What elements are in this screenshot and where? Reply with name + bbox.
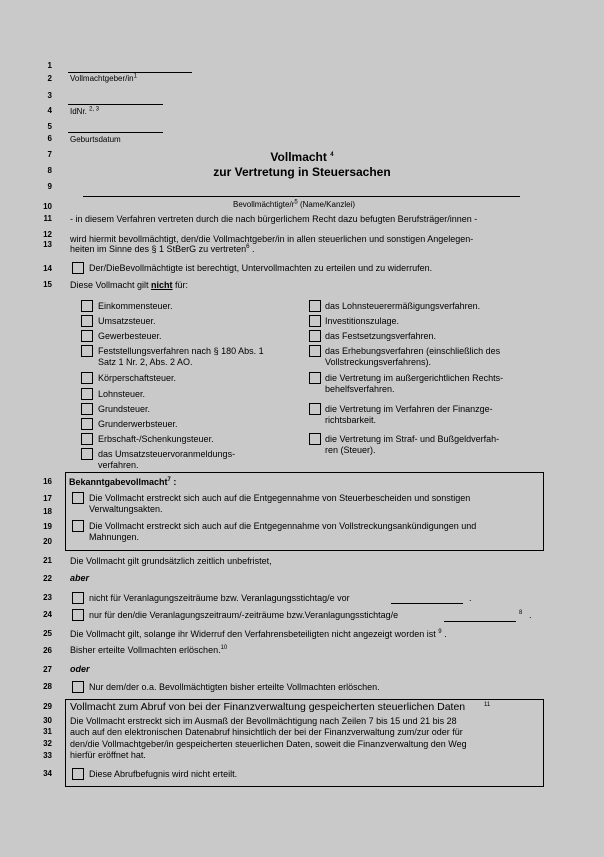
line-number: 26	[43, 646, 52, 655]
previous-expire-text: Bisher erteilte Vollmachten erlöschen.$^{10}$	[70, 645, 228, 655]
exclusion-checkbox[interactable]	[81, 403, 93, 415]
taxid-line	[68, 104, 163, 105]
line-number: 18	[43, 507, 52, 516]
notice-option-checkbox[interactable]	[72, 520, 84, 532]
line-number: 1	[47, 61, 52, 70]
exclusion-checkbox[interactable]	[309, 330, 321, 342]
authorization-text-2: heiten im Sinne des § 1 StBerG zu vertreten$^6$ .	[70, 244, 255, 254]
line-number: 16	[43, 477, 52, 486]
exclusion-checkbox[interactable]	[81, 345, 93, 357]
line-number: 28	[43, 682, 52, 691]
data-retrieval-title: Vollmacht zum Abruf von bei der Finanzverwaltung gespeicherten steuerlichen Daten	[70, 701, 466, 713]
exclusion-label: Satz 1 Nr. 2, Abs. 2 AO.	[98, 357, 193, 367]
exclusion-label: behelfsverfahren.	[325, 384, 395, 394]
line-number: 23	[43, 593, 52, 602]
line-number: 17	[43, 494, 52, 503]
exclusion-checkbox[interactable]	[81, 433, 93, 445]
data-retrieval-title-sup: 11	[484, 702, 491, 708]
line-number: 24	[43, 610, 52, 619]
notice-option-text: Die Vollmacht erstreckt sich auch auf die Entgegennahme von Vollstreckungsankündigungen und	[89, 521, 477, 531]
line-number: 19	[43, 522, 52, 531]
authorization-text-1: wird hiermit bevollmächtigt, den/die Vollmachtgeber/in in allen steuerlichen und sonstigen Angelegen-	[70, 234, 474, 244]
line-number: 30	[43, 716, 52, 725]
exclusion-label: die Vertretung im außergerichtlichen Rechts-	[325, 373, 504, 383]
period-exclusion-end: .	[469, 593, 472, 603]
exclusion-label: ren (Steuer).	[325, 445, 376, 455]
line-number: 6	[47, 134, 52, 143]
line-number: 20	[43, 537, 52, 546]
period-only-text: nur für den/die Veranlagungszeitraum/-zeiträume bzw.Veranlagungsstichtag/e	[89, 610, 399, 620]
taxid-label: IdNr. $^{2, 3}$	[70, 106, 100, 116]
validity-but: aber	[70, 573, 90, 583]
exclusion-label: Investitionszulage.	[325, 316, 400, 326]
period-exclusion-text: nicht für Veranlagungszeiträume bzw. Veranlagungsstichtag/e vor	[89, 593, 350, 603]
period-only-input[interactable]	[444, 621, 516, 622]
exclusion-checkbox[interactable]	[309, 433, 321, 445]
exclusion-label: das Umsatzsteuervoranmeldungs-	[98, 449, 236, 459]
retrieval-exclusion-text: Diese Abrufbefugnis wird nicht erteilt.	[89, 769, 238, 779]
line-number: 7	[47, 150, 52, 159]
line-number: 3	[47, 91, 52, 100]
data-retrieval-text: hierfür eröffnet hat.	[70, 750, 146, 760]
line-number: 25	[43, 629, 52, 638]
line-number: 11	[43, 214, 52, 223]
exclusion-label: Grundsteuer.	[98, 404, 151, 414]
exclusion-label: Vollstreckungsverfahrens).	[325, 357, 432, 367]
exclusion-checkbox[interactable]	[309, 403, 321, 415]
exclusion-checkbox[interactable]	[81, 315, 93, 327]
period-only-end: .	[529, 610, 532, 620]
exclusion-checkbox[interactable]	[309, 372, 321, 384]
exclusion-checkbox[interactable]	[81, 330, 93, 342]
period-only-sup: 8	[519, 610, 523, 616]
data-retrieval-text: Die Vollmacht erstreckt sich im Ausmaß der Bevollmächtigung nach Zeilen 7 bis 15 und 21 bis 28	[70, 716, 457, 726]
line-number: 21	[43, 556, 52, 565]
line-number: 13	[43, 240, 52, 249]
line-number: 29	[43, 702, 52, 711]
exclusion-label: Feststellungsverfahren nach § 180 Abs. 1	[98, 346, 264, 356]
exclusion-label: richtsbarkeit.	[325, 415, 377, 425]
line-number: 32	[43, 739, 52, 748]
retrieval-exclusion-checkbox[interactable]	[72, 768, 84, 780]
period-only-checkbox[interactable]	[72, 609, 84, 621]
exclusion-label: Lohnsteuer.	[98, 389, 146, 399]
notice-authority-title: Bekanntgabevollmacht$^7$ :	[69, 477, 177, 487]
exclusion-checkbox[interactable]	[81, 372, 93, 384]
subauthorization-checkbox[interactable]	[72, 262, 84, 274]
exclusion-label: Erbschaft-/Schenkungsteuer.	[98, 434, 214, 444]
notice-option-text: Verwaltungsakten.	[89, 504, 163, 514]
exclusion-label: das Festsetzungsverfahren.	[325, 331, 437, 341]
exclusion-label: Grunderwerbsteuer.	[98, 419, 178, 429]
notice-option-checkbox[interactable]	[72, 492, 84, 504]
exclusion-checkbox[interactable]	[81, 418, 93, 430]
line-number: 12	[43, 230, 52, 239]
exclusion-label: Gewerbesteuer.	[98, 331, 162, 341]
line-number: 9	[47, 182, 52, 191]
line-number: 14	[43, 264, 52, 273]
agent-line	[83, 196, 520, 197]
exclusion-checkbox[interactable]	[81, 448, 93, 460]
data-retrieval-text: den/die Vollmachtgeber/in gespeicherten steuerlichen Daten, soweit die Finanzverwaltung den Weg	[70, 739, 467, 749]
line-number: 22	[43, 574, 52, 583]
revocation-text: Die Vollmacht gilt, solange ihr Widerruf den Verfahrensbeteiligten nicht angezeigt worden ist $^9$ .	[70, 629, 447, 639]
exclusion-label: das Erhebungsverfahren (einschließlich des	[325, 346, 501, 356]
exclusion-label: die Vertretung im Verfahren der Finanzge-	[325, 404, 493, 414]
principal-label: Vollmachtgeber/$in^1$	[70, 73, 137, 83]
line-number: 5	[47, 122, 52, 131]
document-title: Vollmacht $^4$	[270, 150, 334, 164]
previous-agent-checkbox[interactable]	[72, 681, 84, 693]
line-number: 34	[43, 769, 52, 778]
exclusions-heading: Diese Vollmacht gilt nicht für:	[70, 280, 189, 290]
exclusion-checkbox[interactable]	[309, 315, 321, 327]
exclusion-label: die Vertretung im Straf- und Bußgeldverfah-	[325, 434, 500, 444]
line-number: 31	[43, 727, 52, 736]
exclusion-label: Körperschaftsteuer.	[98, 373, 177, 383]
line-number: 10	[43, 202, 52, 211]
exclusion-label: Einkommensteuer.	[98, 301, 173, 311]
exclusion-label: verfahren.	[98, 460, 139, 470]
exclusion-checkbox[interactable]	[309, 345, 321, 357]
previous-agent-text: Nur dem/der o.a. Bevollmächtigten bisher erteilte Vollmachten erlöschen.	[89, 682, 380, 692]
line-number: 2	[47, 74, 52, 83]
validity-or: oder	[70, 664, 90, 674]
birthdate-line	[68, 132, 163, 133]
agent-label: Bevollmächtigte/$r^5$ (Name/Kanzlei)	[233, 199, 356, 209]
exclusion-label: das Lohnsteuerermäßigungsverfahren.	[325, 301, 481, 311]
validity-text: Die Vollmacht gilt grundsätzlich zeitlich unbefristet,	[70, 556, 272, 566]
notice-option-text: Mahnungen.	[89, 532, 140, 542]
notice-option-text: Die Vollmacht erstreckt sich auch auf die Entgegennahme von Steuerbescheiden und sonstigen	[89, 493, 471, 503]
line-number: 15	[43, 280, 52, 289]
line-number: 8	[47, 166, 52, 175]
document-subtitle: zur Vertretung in Steuersachen	[213, 165, 391, 179]
period-exclusion-checkbox[interactable]	[72, 592, 84, 604]
data-retrieval-text: auch auf den elektronischen Datenabruf hinsichtlich der bei der Finanzverwaltung zum/zur oder für	[70, 727, 463, 737]
period-exclusion-input[interactable]	[391, 603, 463, 604]
line-number: 4	[47, 106, 52, 115]
birthdate-label: Geburtsdatum	[70, 135, 121, 144]
representation-text: - in diesem Verfahren vertreten durch die nach bürgerlichem Recht dazu befugten Berufsträger/innen -	[70, 214, 478, 224]
exclusion-label: Umsatzsteuer.	[98, 316, 156, 326]
exclusion-checkbox[interactable]	[309, 300, 321, 312]
line-number: 27	[43, 665, 52, 674]
line-number: 33	[43, 751, 52, 760]
subauthorization-text: Der/DieBevollmächtigte ist berechtigt, Untervollmachten zu erteilen und zu widerrufen.	[89, 263, 433, 273]
exclusion-checkbox[interactable]	[81, 300, 93, 312]
exclusion-checkbox[interactable]	[81, 388, 93, 400]
